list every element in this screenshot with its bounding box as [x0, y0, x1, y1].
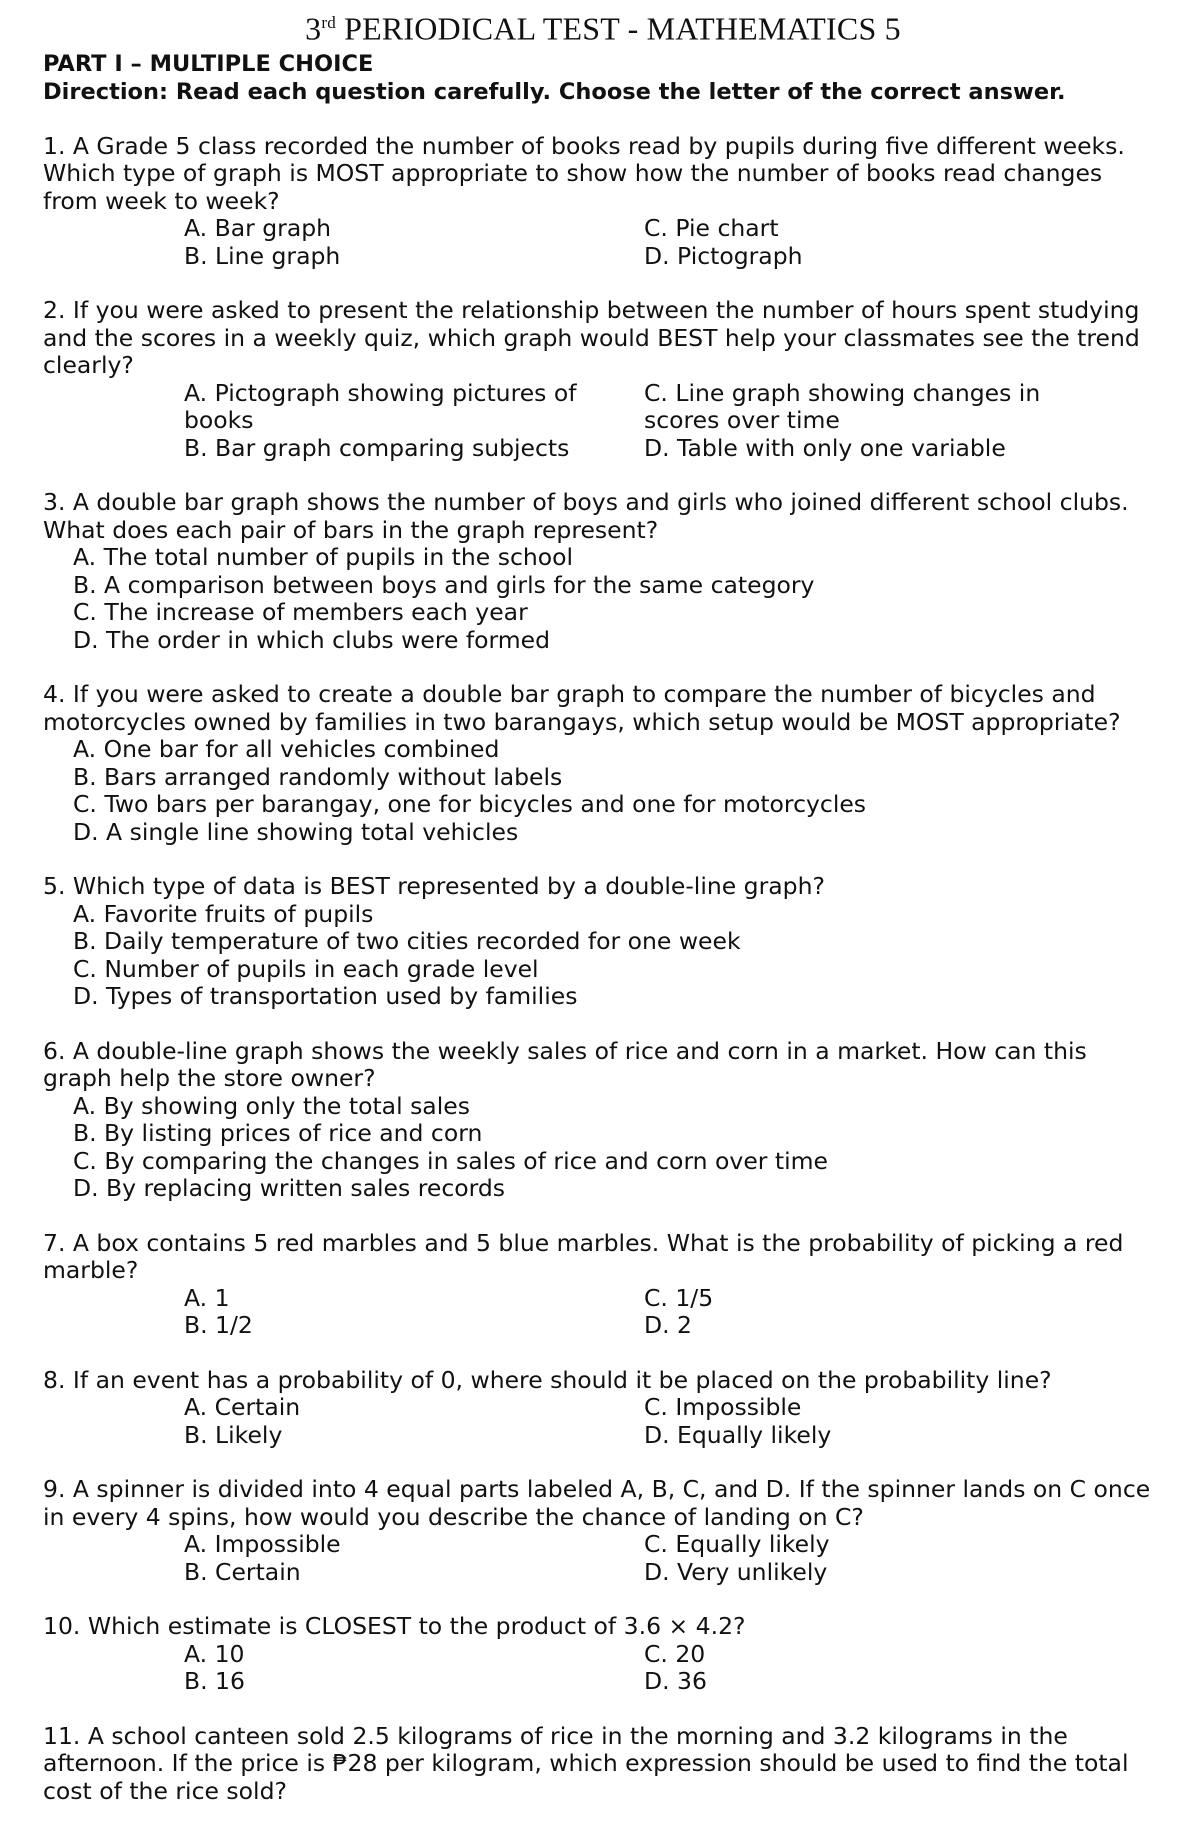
option-b: B. 1/2: [184, 1311, 253, 1340]
option-c: C. Line graph showing changes in scores over time: [644, 378, 1041, 435]
option-a: A. By showing only the total sales: [73, 1091, 470, 1120]
question-stem: 4. If you were asked to create a double bar graph to compare the number of bicycles and motorcycles owned by families in two barangays, which setup would be MOST appropriate?: [43, 680, 1121, 736]
question-3: [43, 489, 1163, 654]
question-6: [43, 1038, 1163, 1203]
option-d: D. Types of transportation used by families: [73, 982, 578, 1011]
test-page: [43, 0, 1163, 1805]
option-grid: [184, 380, 1163, 463]
question-stem: 5. Which type of data is BEST represented by a double-line graph?: [43, 872, 825, 901]
option-grid: [184, 215, 1163, 270]
question-11: [43, 1723, 1163, 1806]
option-a: A. Impossible: [184, 1530, 341, 1559]
page-title: [43, 4, 1163, 48]
title-superscript: rd: [321, 13, 336, 32]
option-d: D. A single line showing total vehicles: [73, 817, 519, 846]
option-a: A. 10: [184, 1639, 245, 1668]
question-7: [43, 1230, 1163, 1340]
question-stem: 8. If an event has a probability of 0, where should it be placed on the probability line?: [43, 1365, 1052, 1394]
option-c: C. Pie chart: [644, 214, 779, 243]
title-number: 3: [305, 10, 322, 47]
option-list: [73, 1093, 1163, 1203]
option-list: [73, 736, 1163, 846]
question-stem: 9. A spinner is divided into 4 equal parts labeled A, B, C, and D. If the spinner lands on C once in every 4 spins, how would you describe the chance of landing on C?: [43, 1475, 1151, 1531]
option-d: D. 2: [644, 1311, 692, 1340]
question-stem: 10. Which estimate is CLOSEST to the product of 3.6 × 4.2?: [43, 1612, 746, 1641]
option-c: C. 20: [644, 1639, 706, 1668]
option-grid: [184, 1531, 1163, 1586]
question-9: [43, 1476, 1163, 1586]
option-b: B. 16: [184, 1667, 245, 1696]
option-b: B. A comparison between boys and girls for the same category: [73, 570, 815, 599]
option-a: A. Certain: [184, 1393, 301, 1422]
option-a: A. 1: [184, 1283, 230, 1312]
question-4: [43, 681, 1163, 846]
option-b: B. Certain: [184, 1557, 301, 1586]
option-d: D. 36: [644, 1667, 707, 1696]
option-c: C. The increase of members each year: [73, 598, 528, 627]
question-2: [43, 297, 1163, 462]
option-d: D. Equally likely: [644, 1420, 832, 1449]
part-heading: PART I – MULTIPLE CHOICE: [43, 50, 374, 77]
question-10: [43, 1613, 1163, 1696]
option-c: C. Two bars per barangay, one for bicycles and one for motorcycles: [73, 790, 867, 819]
question-stem: 7. A box contains 5 red marbles and 5 blue marbles. What is the probability of picking a red marble?: [43, 1228, 1124, 1285]
option-grid: [184, 1285, 1163, 1340]
option-c: C. 1/5: [644, 1283, 714, 1312]
option-c: C. Impossible: [644, 1393, 802, 1422]
option-d: D. Very unlikely: [644, 1557, 828, 1586]
option-a: A. Bar graph: [184, 214, 332, 243]
question-stem: 2. If you were asked to present the relationship between the number of hours spent studying and the scores in a weekly quiz, which graph would BEST help your classmates see the trend clearly?: [43, 296, 1140, 380]
option-a: A. One bar for all vehicles combined: [73, 735, 500, 764]
option-b: B. Bar graph comparing subjects: [184, 433, 570, 462]
option-c: C. Equally likely: [644, 1530, 830, 1559]
question-5: [43, 873, 1163, 1011]
question-stem: 3. A double bar graph shows the number of boys and girls who joined different school clubs. What does each pair of bars in the graph represent?: [43, 488, 1129, 544]
option-d: D. Pictograph: [644, 241, 803, 270]
option-d: D. The order in which clubs were formed: [73, 625, 551, 654]
question-8: [43, 1367, 1163, 1450]
option-b: B. Line graph: [184, 241, 341, 270]
question-stem: 1. A Grade 5 class recorded the number of books read by pupils during five different weeks. Which type of graph is MOST appropriate to show how the number of books read changes from week to week?: [43, 131, 1125, 215]
option-b: B. Bars arranged randomly without labels: [73, 762, 563, 791]
option-c: C. Number of pupils in each grade level: [73, 954, 539, 983]
question-1: [43, 133, 1163, 271]
title-text: PERIODICAL TEST - MATHEMATICS 5: [335, 10, 901, 47]
option-b: B. Daily temperature of two cities recorded for one week: [73, 927, 741, 956]
question-stem: 11. A school canteen sold 2.5 kilograms of rice in the morning and 3.2 kilograms in the afternoon. If the price is ₱28 per kilogram, which expression should be used to find the total cost of the rice sold?: [43, 1721, 1129, 1805]
option-b: B. Likely: [184, 1420, 283, 1449]
option-list: [73, 544, 1163, 654]
option-list: [73, 901, 1163, 1011]
option-a: A. Pictograph showing pictures of books: [184, 378, 577, 435]
direction-text: Direction: Read each question carefully. Choose the letter of the correct answer.: [43, 78, 1066, 105]
option-a: A. Favorite fruits of pupils: [73, 899, 374, 928]
option-d: D. By replacing written sales records: [73, 1174, 506, 1203]
option-grid: [184, 1641, 1163, 1696]
option-d: D. Table with only one variable: [644, 433, 1006, 462]
option-b: B. By listing prices of rice and corn: [73, 1119, 483, 1148]
option-c: C. By comparing the changes in sales of rice and corn over time: [73, 1146, 829, 1175]
option-a: A. The total number of pupils in the school: [73, 543, 574, 572]
option-grid: [184, 1394, 1163, 1449]
question-stem: 6. A double-line graph shows the weekly sales of rice and corn in a market. How can this graph help the store owner?: [43, 1036, 1087, 1093]
